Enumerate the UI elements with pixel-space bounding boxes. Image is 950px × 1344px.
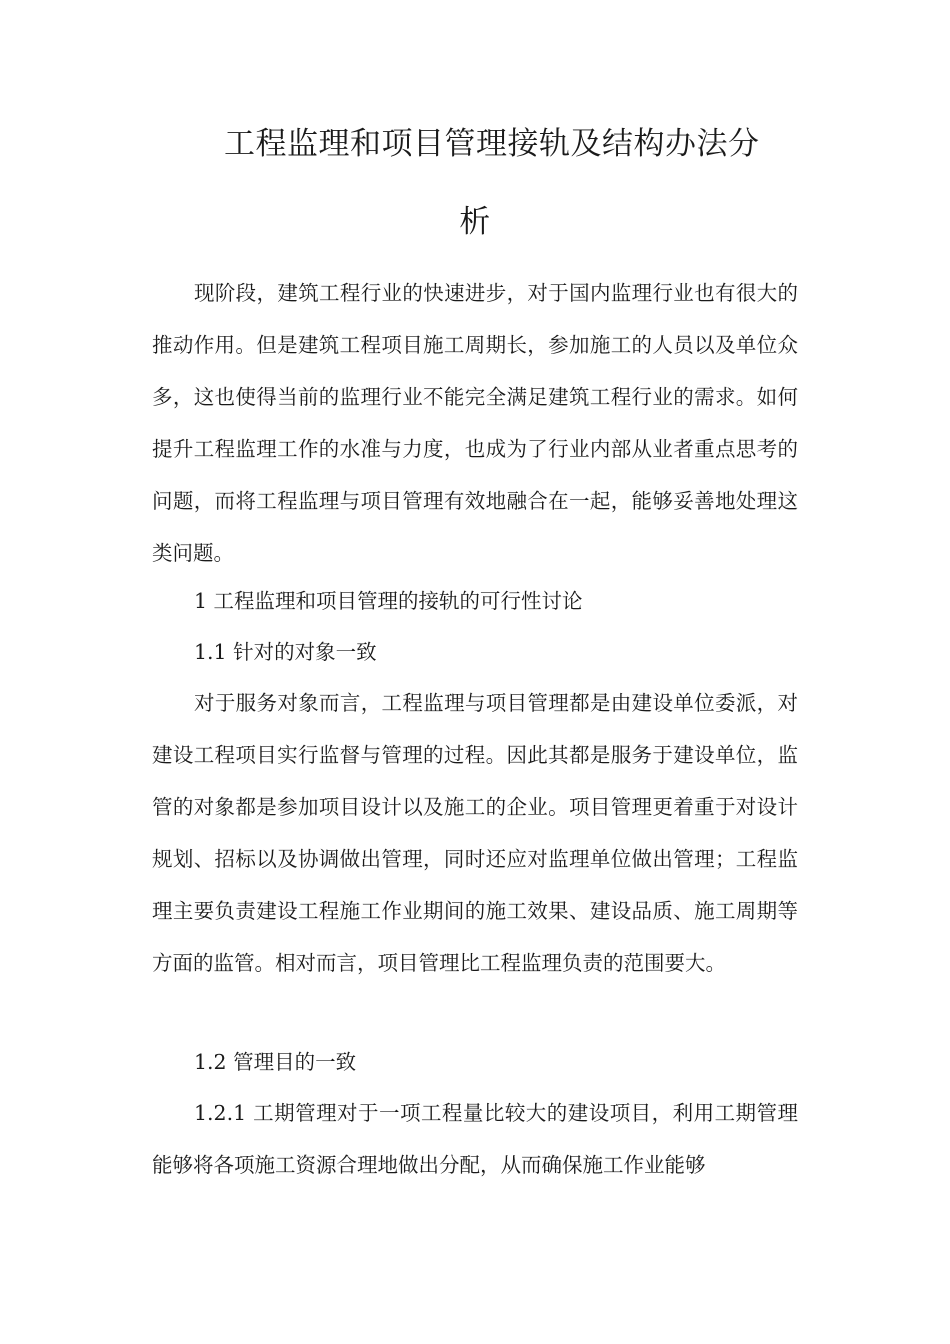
section-1-2-1-paragraph: 1.2.1 工期管理对于一项工程量比较大的建设项目，利用工期管理能够将各项施工资源合理地做出分配，从而确保施工作业能够 [152, 1101, 798, 1177]
document-title-line-2: 析 [459, 204, 491, 240]
section-heading-1-2: 1.2 管理目的一致 [194, 1050, 357, 1074]
section-1-1-paragraph: 对于服务对象而言，工程监理与项目管理都是由建设单位委派，对建设工程项目实行监督与管理的过程。因此其都是服务于建设单位，监管的对象都是参加项目设计以及施工的企业。项目管理更着重于对设计规划、招标以及协调做出管理，同时还应对监理单位做出管理；工程监理主要负责建设工程施工作业期间的施工效果、建设品质、施工周期等方面的监管。相对而言，项目管理比工程监理负责的范围要大。 [152, 691, 798, 975]
section-heading-1: 1 工程监理和项目管理的接轨的可行性讨论 [194, 589, 583, 613]
intro-paragraph: 现阶段，建筑工程行业的快速进步，对于国内监理行业也有很大的推动作用。但是建筑工程项目施工周期长，参加施工的人员以及单位众多，这也使得当前的监理行业不能完全满足建筑工程行业的需求。如何提升工程监理工作的水准与力度，也成为了行业内部从业者重点思考的问题，而将工程监理与项目管理有效地融合在一起，能够妥善地处理这类问题。 [152, 281, 798, 565]
section-heading-1-1: 1.1 针对的对象一致 [194, 640, 377, 664]
document-title-line-1: 工程监理和项目管理接轨及结构办法分 [224, 126, 760, 162]
